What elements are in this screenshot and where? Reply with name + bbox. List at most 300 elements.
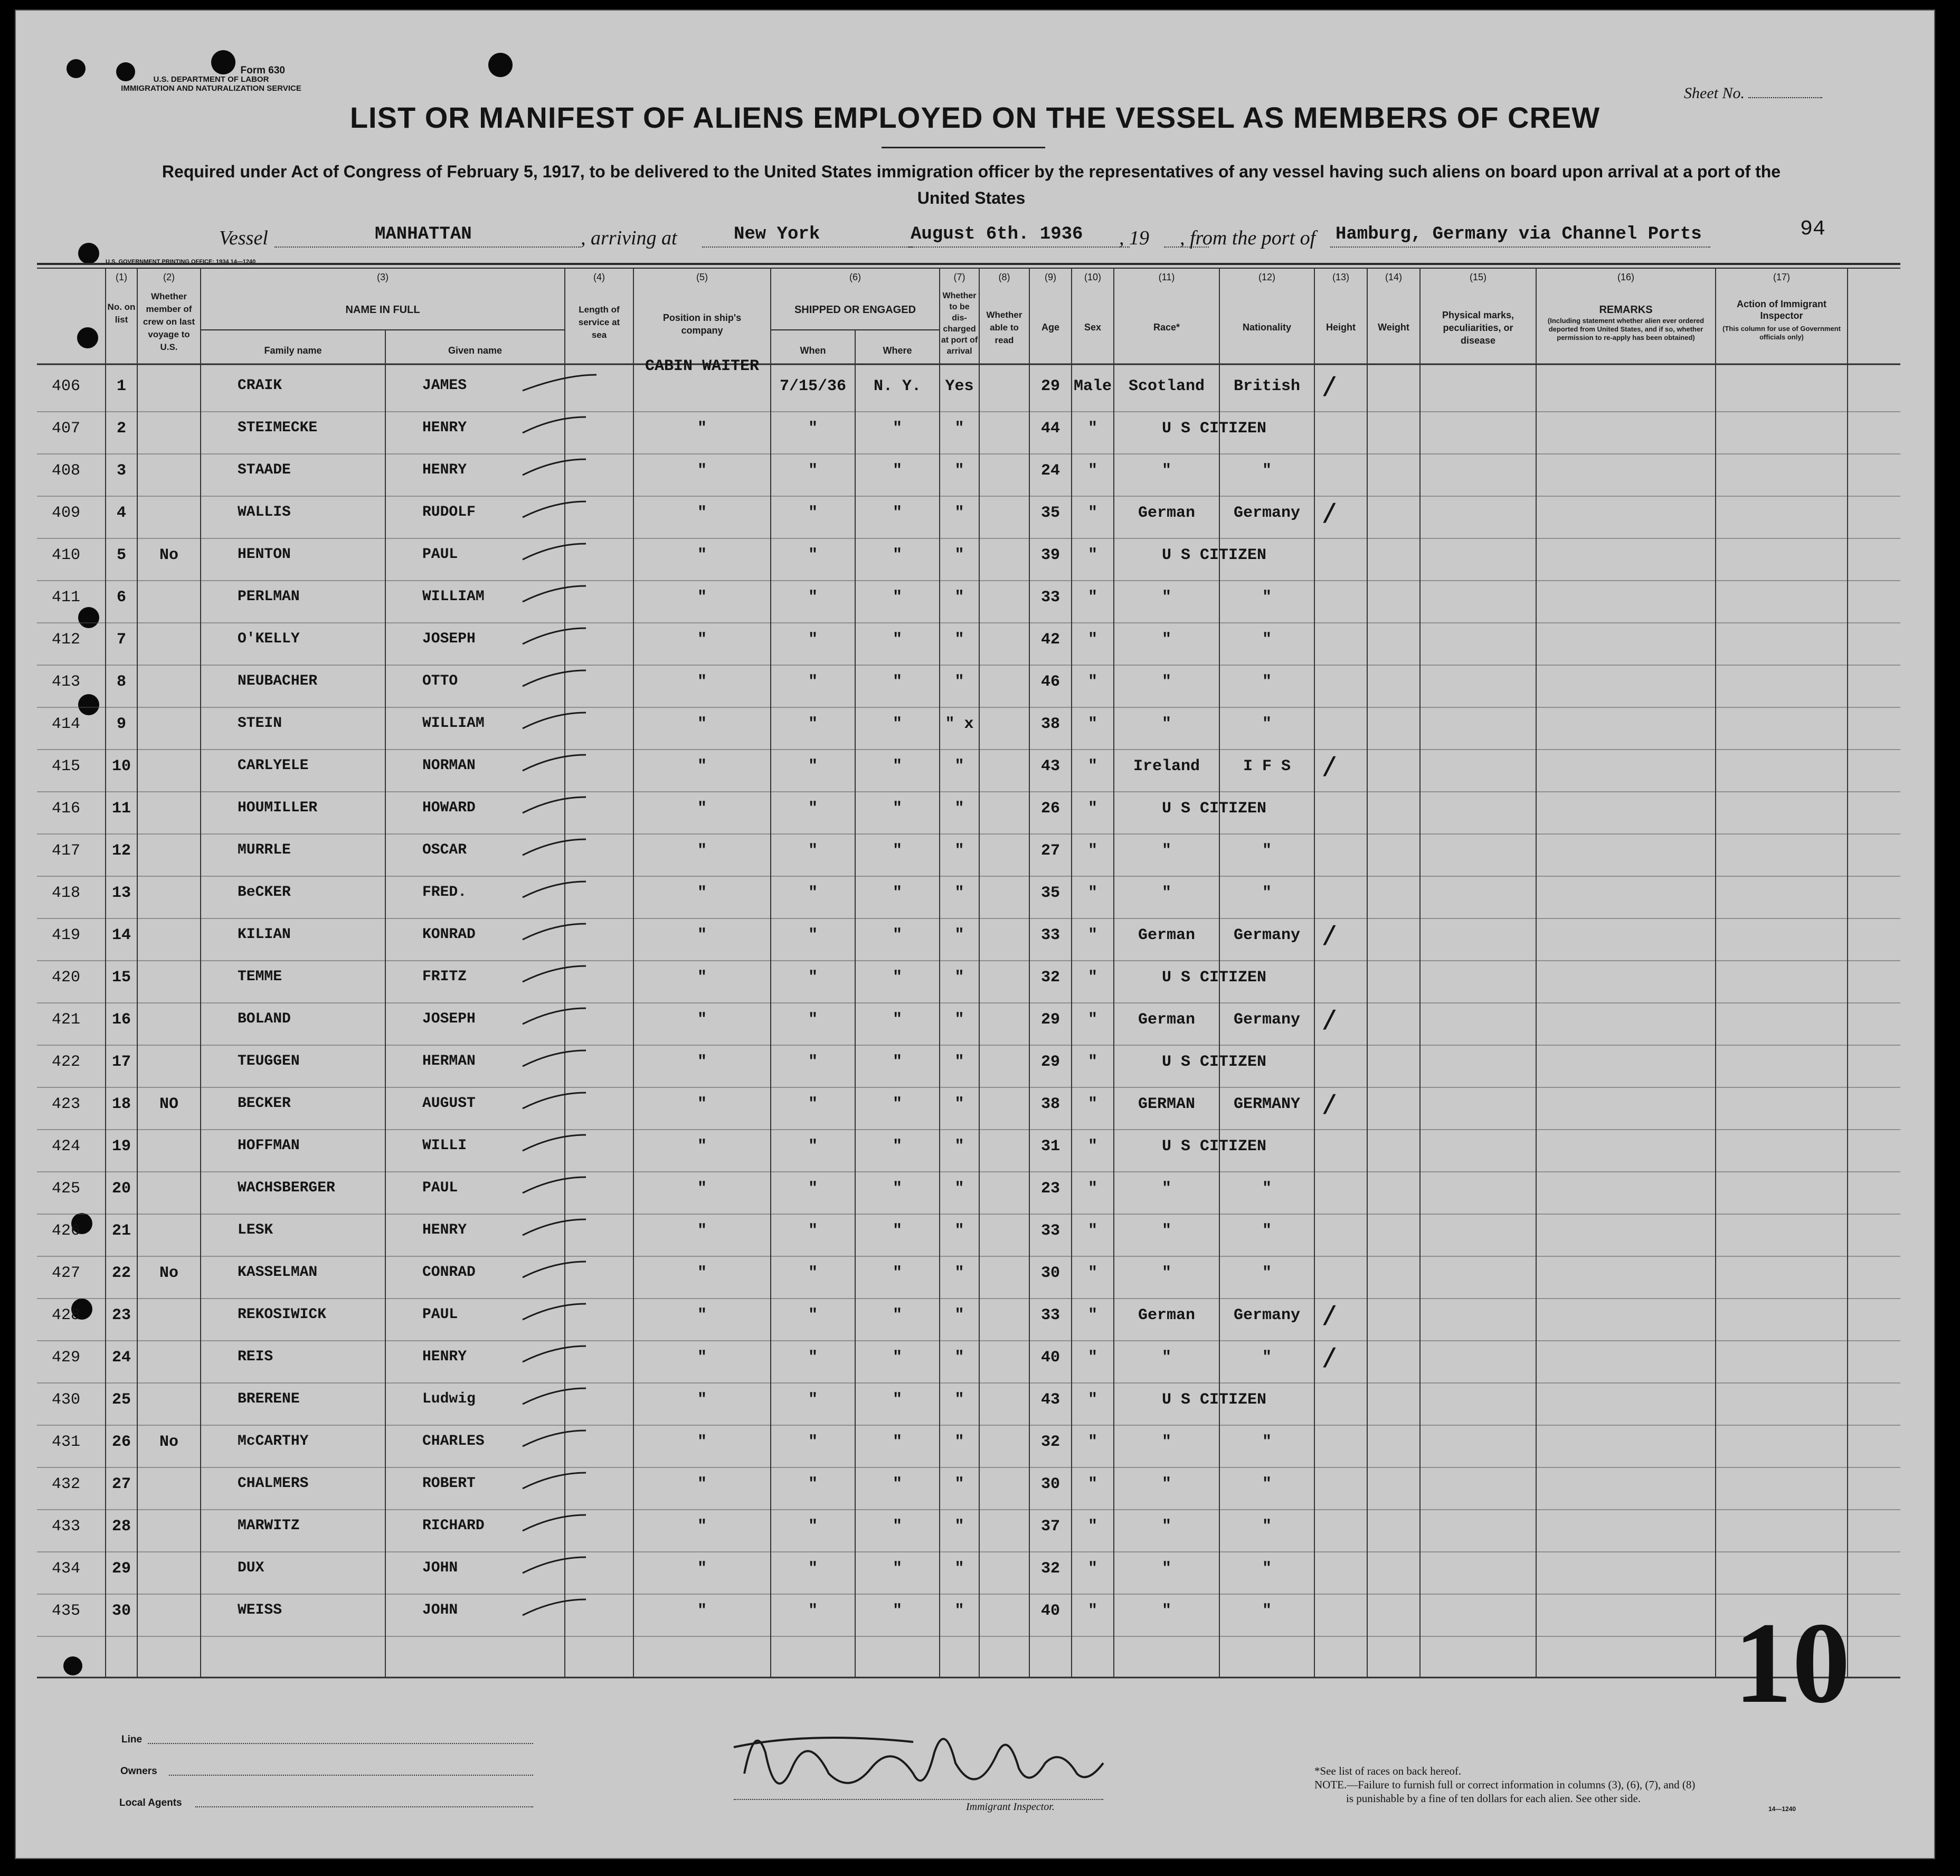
cell-family: BRERENE [238, 1391, 300, 1407]
cell-age: 38 [1040, 1095, 1060, 1113]
cell-last: NO [159, 1095, 178, 1113]
cell-dis: " [954, 631, 964, 649]
col-4-header: Length of service at sea [578, 305, 620, 340]
cell-no: 6 [116, 589, 126, 607]
stamped-line-number: 421 [51, 1011, 80, 1029]
cell-no: 24 [111, 1349, 131, 1367]
cell-family: DUX [238, 1560, 264, 1576]
cell-given: FRED. [422, 884, 467, 901]
departure-port: Hamburg, Germany via Channel Ports [1336, 224, 1702, 244]
cell-nat: " [1262, 1180, 1272, 1198]
cell-age: 29 [1040, 1053, 1060, 1071]
cell-nat: Germany [1233, 504, 1301, 522]
cell-race: " [1161, 673, 1171, 691]
cell-when: " [808, 1264, 818, 1282]
cell-age: 30 [1040, 1264, 1060, 1282]
cell-race: " [1161, 631, 1171, 649]
cell-dis: Yes [945, 377, 974, 395]
cell-sex: " [1087, 1306, 1097, 1324]
cell-where: " [892, 1095, 902, 1113]
cell-nat: " [1262, 631, 1272, 649]
cell-age: 43 [1040, 757, 1060, 775]
cell-family: CHALMERS [238, 1475, 309, 1492]
cell-age: 33 [1040, 1306, 1060, 1324]
footnote-penalty-cont: is punishable by a fine of ten dollars for each alien. See other side. [1346, 1792, 1641, 1805]
cell-given: JOSEPH [422, 631, 476, 647]
sheet-page-number: 94 [1800, 217, 1826, 241]
form-service: IMMIGRATION AND NATURALIZATION SERVICE [121, 84, 301, 93]
cell-family: CRAIK [238, 377, 282, 394]
cell-age: 40 [1040, 1602, 1060, 1620]
cell-nat: " [1262, 842, 1272, 860]
cell-race: Ireland [1133, 757, 1200, 775]
cell-no: 9 [116, 715, 126, 733]
vessel-name: MANHATTAN [375, 224, 472, 244]
cell-dis: " [954, 420, 964, 438]
cell-no: 14 [111, 926, 131, 944]
cell-age: 32 [1040, 1433, 1060, 1451]
cell-race: U S CITIZEN [1161, 1138, 1267, 1155]
cell-age: 43 [1040, 1391, 1060, 1409]
stamped-line-number: 429 [51, 1349, 80, 1367]
col-14-number: (14) [1385, 272, 1402, 282]
col-13-number: (13) [1332, 272, 1349, 282]
cell-where: " [892, 1560, 902, 1578]
cell-dis: " [954, 673, 964, 691]
cell-sex: " [1087, 969, 1097, 987]
col-13-header: Height [1326, 322, 1356, 333]
stamped-line-number: 409 [51, 504, 80, 522]
cell-no: 18 [111, 1095, 131, 1113]
cell-position: " [697, 926, 707, 944]
cell-where: " [892, 1264, 902, 1282]
cell-age: 35 [1040, 884, 1060, 902]
cell-when: " [808, 884, 818, 902]
cell-no: 28 [111, 1518, 131, 1536]
cell-given: WILLIAM [422, 589, 485, 605]
cell-position: " [697, 1053, 707, 1071]
cell-race: U S CITIZEN [1161, 1053, 1267, 1071]
cell-age: 23 [1040, 1180, 1060, 1198]
col-6-number: (6) [849, 272, 861, 282]
cell-race: " [1161, 1180, 1171, 1198]
col-9-number: (9) [1045, 272, 1056, 282]
cell-dis: " [954, 1433, 964, 1451]
cell-when: " [808, 1475, 818, 1493]
cell-where: " [892, 673, 902, 691]
cell-family: WEISS [238, 1602, 282, 1618]
cell-when: " [808, 1053, 818, 1071]
stamped-line-number: 435 [51, 1602, 80, 1620]
cell-where: " [892, 1138, 902, 1155]
cell-no: 4 [116, 504, 126, 522]
cell-given: PAUL [422, 1180, 458, 1196]
footnote [1314, 1764, 1695, 1805]
cell-position: " [697, 1560, 707, 1578]
col-16-header: REMARKS [1599, 304, 1653, 316]
stamped-line-number: 410 [51, 546, 80, 564]
cell-nat: I F S [1243, 757, 1291, 775]
cell-position: " [697, 1433, 707, 1451]
cell-given: WILLI [422, 1138, 467, 1154]
cell-nat: British [1233, 377, 1301, 395]
col-2-number: (2) [163, 272, 175, 282]
cell-position: CABIN WAITER [645, 357, 760, 375]
cell-nat: " [1262, 673, 1272, 691]
cell-when: " [808, 969, 818, 987]
cell-sex: " [1087, 800, 1097, 818]
cell-race: U S CITIZEN [1161, 1391, 1267, 1409]
cell-no: 22 [111, 1264, 131, 1282]
sheet-number-label: Sheet No. [1684, 84, 1745, 102]
cell-dis: " [954, 1560, 964, 1578]
cell-nat: Germany [1233, 1011, 1301, 1029]
cell-family: STEIMECKE [238, 420, 318, 436]
cell-given: HENRY [422, 1349, 467, 1365]
cell-when: " [808, 800, 818, 818]
cell-where: " [892, 884, 902, 902]
cell-family: BECKER [238, 1095, 291, 1112]
cell-where: " [892, 631, 902, 649]
stamped-line-number: 415 [51, 757, 80, 775]
cell-position: " [697, 757, 707, 775]
col-6-when-header: When [800, 345, 826, 356]
cell-dis: " [954, 1264, 964, 1282]
cell-nat: " [1262, 1475, 1272, 1493]
cell-no: 20 [111, 1180, 131, 1198]
line-label: Line [121, 1734, 143, 1745]
cell-race: GERMAN [1138, 1095, 1196, 1113]
cell-nat: " [1262, 1349, 1272, 1367]
col-9-header: Age [1041, 322, 1059, 333]
cell-family: KASSELMAN [238, 1264, 318, 1281]
cell-age: 24 [1040, 462, 1060, 480]
cell-race: German [1138, 926, 1196, 944]
cell-last: No [159, 1433, 178, 1451]
cell-when: " [808, 842, 818, 860]
cell-where: " [892, 842, 902, 860]
cell-dis: " [954, 1475, 964, 1493]
cell-nat: Germany [1233, 1306, 1301, 1324]
cell-dis: " [954, 546, 964, 564]
cell-sex: " [1087, 926, 1097, 944]
cell-position: " [697, 842, 707, 860]
cell-no: 8 [116, 673, 126, 691]
cell-race: " [1161, 1264, 1171, 1282]
cell-no: 23 [111, 1306, 131, 1324]
cell-no: 25 [111, 1391, 131, 1409]
cell-family: BeCKER [238, 884, 291, 901]
cell-where: " [892, 462, 902, 480]
cell-no: 19 [111, 1138, 131, 1155]
cell-race: Scotland [1128, 377, 1205, 395]
cell-when: " [808, 420, 818, 438]
cell-position: " [697, 462, 707, 480]
stamped-line-number: 432 [51, 1475, 80, 1493]
col-16-subheader: (Including statement whether alien ever ordered deported from United States, and if so, whether permission to re-apply has been obtained) [1547, 317, 1705, 342]
cell-dis: " [954, 842, 964, 860]
cell-no: 15 [111, 969, 131, 987]
cell-last: No [159, 1264, 178, 1282]
cell-family: HOFFMAN [238, 1138, 300, 1154]
cell-family: STEIN [238, 715, 282, 732]
cell-where: " [892, 504, 902, 522]
from-label: , from the port of [1180, 227, 1316, 249]
stamped-line-number: 420 [51, 969, 80, 987]
cell-where: " [892, 1602, 902, 1620]
cell-dis: " [954, 589, 964, 607]
stamped-line-number: 431 [51, 1433, 80, 1451]
cell-position: " [697, 1349, 707, 1367]
cell-dis: " [954, 504, 964, 522]
cell-dis: " [954, 884, 964, 902]
cell-nat: " [1262, 1264, 1272, 1282]
cell-dis: " [954, 1053, 964, 1071]
cell-age: 44 [1040, 420, 1060, 438]
cell-race: " [1161, 1475, 1171, 1493]
cell-given: HOWARD [422, 800, 476, 816]
batch-number: 10 [1734, 1598, 1850, 1727]
check-mark-icon: / [1325, 1342, 1334, 1371]
cell-no: 12 [111, 842, 131, 860]
cell-sex: " [1087, 673, 1097, 691]
cell-sex: " [1087, 842, 1097, 860]
cell-position: " [697, 631, 707, 649]
cell-no: 11 [111, 800, 131, 818]
cell-race: German [1138, 1011, 1196, 1029]
cell-when: " [808, 1138, 818, 1155]
cell-position: " [697, 589, 707, 607]
cell-position: " [697, 504, 707, 522]
col-17-subheader: (This column for use of Government officials only) [1722, 325, 1841, 341]
col-5-header: Position in ship's company [662, 312, 742, 336]
cell-where: " [892, 420, 902, 438]
cell-given: HERMAN [422, 1053, 476, 1069]
cell-dis: " [954, 1180, 964, 1198]
cell-no: 5 [116, 546, 126, 564]
cell-race: " [1161, 462, 1171, 480]
cell-age: 32 [1040, 1560, 1060, 1578]
cell-nat: " [1262, 1560, 1272, 1578]
owners-label: Owners [120, 1766, 157, 1777]
cell-family: CARLYELE [238, 757, 309, 774]
cell-sex: " [1087, 757, 1097, 775]
cell-where: " [892, 1306, 902, 1324]
cell-where: " [892, 969, 902, 987]
cell-given: ROBERT [422, 1475, 476, 1492]
stamped-line-number: 416 [51, 800, 80, 818]
stamped-line-number: 426 [51, 1222, 80, 1240]
cell-where: " [892, 1053, 902, 1071]
cell-race: " [1161, 884, 1171, 902]
cell-position: " [697, 1518, 707, 1536]
stamped-line-number: 406 [51, 377, 80, 395]
stamped-line-number: 414 [51, 715, 80, 733]
check-mark-icon: / [1325, 498, 1334, 526]
cell-no: 17 [111, 1053, 131, 1071]
cell-position: " [697, 884, 707, 902]
cell-when: " [808, 631, 818, 649]
cell-family: MURRLE [238, 842, 291, 858]
cell-sex: " [1087, 1180, 1097, 1198]
cell-when: " [808, 462, 818, 480]
check-mark-icon: / [1325, 1089, 1334, 1117]
cell-position: " [697, 673, 707, 691]
cell-family: TEUGGEN [238, 1053, 300, 1069]
cell-age: 33 [1040, 589, 1060, 607]
cell-family: WACHSBERGER [238, 1180, 335, 1196]
cell-given: FRITZ [422, 969, 467, 985]
cell-no: 30 [111, 1602, 131, 1620]
col-3-given-header: Given name [448, 345, 503, 356]
footnote-races: *See list of races on back hereof. [1314, 1765, 1462, 1777]
stamped-line-number: 434 [51, 1560, 80, 1578]
cell-dis: " [954, 1138, 964, 1155]
col-3-header: NAME IN FULL [345, 304, 420, 316]
document-subtitle: Required under Act of Congress of February 5, 1917, to be delivered to the United States immigration officer by the representatives of any vessel having such aliens on board upon arrival at a port of the United States [162, 162, 1781, 207]
col-10-header: Sex [1084, 322, 1102, 333]
col-3-family-header: Family name [264, 345, 322, 356]
col-4-number: (4) [593, 272, 605, 282]
cell-given: HENRY [422, 420, 467, 436]
stamped-line-number: 427 [51, 1264, 80, 1282]
cell-when: " [808, 1560, 818, 1578]
cell-last: No [159, 546, 178, 564]
cell-race: " [1161, 1560, 1171, 1578]
cell-nat: " [1262, 884, 1272, 902]
cell-age: 38 [1040, 715, 1060, 733]
cell-given: JOSEPH [422, 1011, 476, 1027]
cell-when: " [808, 504, 818, 522]
cell-race: " [1161, 1433, 1171, 1451]
cell-sex: " [1087, 420, 1097, 438]
cell-position: " [697, 1306, 707, 1324]
cell-no: 27 [111, 1475, 131, 1493]
year-label: , 19 [1119, 227, 1149, 249]
cell-given: PAUL [422, 546, 458, 563]
cell-sex: " [1087, 715, 1097, 733]
cell-family: BOLAND [238, 1011, 291, 1027]
cell-where: " [892, 1518, 902, 1536]
cell-sex: " [1087, 1433, 1097, 1451]
cell-dis: " [954, 926, 964, 944]
cell-dis: " [954, 757, 964, 775]
cell-dis: " [954, 1306, 964, 1324]
cell-given: Ludwig [422, 1391, 476, 1407]
cell-position: " [697, 1264, 707, 1282]
cell-sex: " [1087, 1138, 1097, 1155]
cell-where: " [892, 1180, 902, 1198]
cell-dis: " [954, 1518, 964, 1536]
cell-age: 42 [1040, 631, 1060, 649]
vessel-label: Vessel [219, 227, 268, 249]
col-2-header: Whether member of crew on last voyage to U.S. [143, 291, 195, 352]
footnote-penalty: NOTE.—Failure to furnish full or correct information in columns (3), (6), (7), and (8) [1314, 1778, 1696, 1791]
col-15-header: Physical marks, peculiarities, or disease [1442, 310, 1514, 346]
cell-age: 35 [1040, 504, 1060, 522]
col-8-header: Whether able to read [986, 310, 1022, 345]
cell-family: REKOSIWICK [238, 1306, 327, 1323]
arriving-label: , arriving at [581, 227, 677, 249]
stamped-line-number: 433 [51, 1518, 80, 1536]
cell-when: " [808, 1222, 818, 1240]
cell-given: JAMES [422, 377, 467, 394]
cell-where: " [892, 1222, 902, 1240]
col-8-number: (8) [998, 272, 1010, 282]
cell-given: WILLIAM [422, 715, 485, 732]
stamped-line-number: 425 [51, 1180, 80, 1198]
cell-where: " [892, 1391, 902, 1409]
col-7-header: Whether to be dis-charged at port of arrival [941, 291, 978, 356]
cell-no: 1 [116, 377, 126, 395]
cell-age: 46 [1040, 673, 1060, 691]
cell-sex: " [1087, 1095, 1097, 1113]
cell-where: " [892, 546, 902, 564]
cell-no: 10 [111, 757, 131, 775]
stamped-line-number: 417 [51, 842, 80, 860]
cell-sex: " [1087, 1264, 1097, 1282]
cell-dis: " x [945, 715, 974, 733]
cell-race: " [1161, 1349, 1171, 1367]
cell-position: " [697, 1602, 707, 1620]
cell-sex: " [1087, 631, 1097, 649]
cell-where: " [892, 1433, 902, 1451]
cell-sex: " [1087, 1518, 1097, 1536]
cell-where: " [892, 1475, 902, 1493]
cell-position: " [697, 1475, 707, 1493]
check-mark-icon: / [1325, 920, 1334, 949]
cell-family: LESK [238, 1222, 273, 1238]
stamped-line-number: 418 [51, 884, 80, 902]
cell-given: CONRAD [422, 1264, 476, 1281]
cell-position: " [697, 800, 707, 818]
printing-office-line: U.S. GOVERNMENT PRINTING OFFICE: 1934 14—1240 [106, 259, 256, 265]
arrival-date: August 6th. 1936 [911, 224, 1083, 244]
cell-family: MARWITZ [238, 1518, 300, 1534]
cell-dis: " [954, 1011, 964, 1029]
check-mark-icon: / [1325, 1300, 1334, 1329]
cell-nat: " [1262, 1222, 1272, 1240]
col-12-header: Nationality [1242, 322, 1291, 333]
cell-given: KONRAD [422, 926, 476, 943]
cell-age: 26 [1040, 800, 1060, 818]
cell-sex: " [1087, 1602, 1097, 1620]
cell-position: " [697, 1222, 707, 1240]
cell-sex: " [1087, 1011, 1097, 1029]
cell-no: 2 [116, 420, 126, 438]
cell-race: " [1161, 1222, 1171, 1240]
col-12-number: (12) [1258, 272, 1275, 282]
cell-nat: GERMANY [1233, 1095, 1301, 1113]
cell-where: " [892, 800, 902, 818]
col-3-number: (3) [377, 272, 389, 282]
cell-sex: " [1087, 1391, 1097, 1409]
col-1-number: (1) [116, 272, 127, 282]
cell-family: HOUMILLER [238, 800, 318, 816]
cell-dis: " [954, 969, 964, 987]
form-code: 14—1240 [1768, 1805, 1796, 1813]
cell-sex: " [1087, 1053, 1097, 1071]
cell-no: 21 [111, 1222, 131, 1240]
cell-given: HENRY [422, 462, 467, 478]
cell-nat: " [1262, 1518, 1272, 1536]
cell-age: 29 [1040, 1011, 1060, 1029]
cell-given: JOHN [422, 1560, 458, 1576]
cell-where: N. Y. [873, 377, 921, 395]
cell-when: " [808, 1180, 818, 1198]
cell-sex: " [1087, 462, 1097, 480]
cell-when: " [808, 1095, 818, 1113]
